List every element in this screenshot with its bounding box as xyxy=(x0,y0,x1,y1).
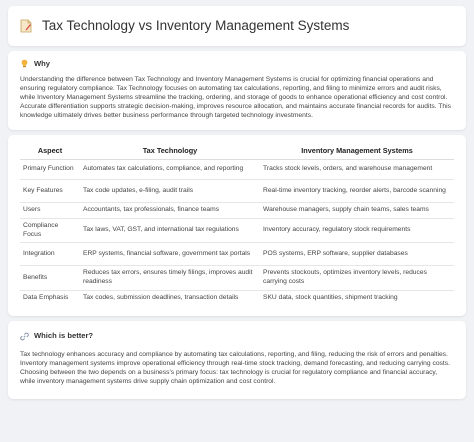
which-is-better-card xyxy=(8,321,466,398)
row-tax-technology: ERP systems, financial software, government tax portals xyxy=(80,243,260,266)
why-text: Understanding the difference between Tax Technology and Inventory Management Systems is crucial for optimizing financial operations and ensuring regulatory compliance. Tax Technology focuses on automating tax calculations, reporting, and filing to minimize errors and audit risks, while Inventory Management Systems streamline the tracking, ordering, and storage of goods to enhance operational efficiency and cost control. Accurate differentiation supports strategic decision-making, improves resource allocation, and maintains accurate financial records for audits. This knowledge ultimately drives better business performance through targeted technology investments. xyxy=(20,75,451,120)
row-aspect: Primary Function xyxy=(20,159,80,179)
row-inventory-management: Warehouse managers, supply chain teams, sales teams xyxy=(260,202,454,218)
row-aspect: Integration xyxy=(20,243,80,266)
header-tax-technology: Tax Technology xyxy=(80,143,260,159)
table-row xyxy=(20,266,454,290)
table-row xyxy=(20,159,454,179)
row-tax-technology: Automates tax calculations, compliance, and reporting xyxy=(80,159,260,179)
row-inventory-management: Real-time inventory tracking, reorder alerts, barcode scanning xyxy=(260,179,454,202)
row-aspect: Data Emphasis xyxy=(23,294,69,302)
why-card xyxy=(8,51,466,130)
table-row xyxy=(20,179,454,202)
table-row xyxy=(20,218,454,242)
row-inventory-management: Tracks stock levels, orders, and warehouse management xyxy=(260,159,454,179)
row-aspect: Compliance Focus xyxy=(20,218,80,242)
row-aspect: Key Features xyxy=(20,179,80,202)
why-title: Why xyxy=(34,59,51,68)
row-inventory-management: POS systems, ERP software, supplier databases xyxy=(260,243,454,266)
table-row xyxy=(20,202,454,218)
row-tax-technology: Reduces tax errors, ensures timely filings, improves audit readiness xyxy=(80,266,260,290)
page-title: Tax Technology vs Inventory Management Systems xyxy=(42,18,350,34)
why-heading xyxy=(20,59,454,69)
comparison-table xyxy=(20,143,454,306)
row-tax-technology: Tax codes, submission deadlines, transaction details xyxy=(83,294,239,302)
table-row xyxy=(20,243,454,266)
header-inventory-management: Inventory Management Systems xyxy=(260,143,454,159)
row-aspect: Benefits xyxy=(20,266,80,290)
row-tax-technology: Tax code updates, e-filing, audit trails xyxy=(80,179,260,202)
row-inventory-management: Prevents stockouts, optimizes inventory levels, reduces carrying costs xyxy=(260,266,454,290)
row-tax-technology: Accountants, tax professionals, finance teams xyxy=(80,202,260,218)
header-card xyxy=(8,6,466,46)
document-icon xyxy=(20,19,32,33)
table-header-row xyxy=(20,143,454,159)
link-icon xyxy=(20,332,29,341)
row-tax-technology: Tax laws, VAT, GST, and international tax regulations xyxy=(80,218,260,242)
better-heading xyxy=(20,331,454,341)
header-aspect: Aspect xyxy=(20,143,80,159)
comparison-table-card xyxy=(8,135,466,316)
better-text: Tax technology enhances accuracy and compliance by automating tax calculations, reporting, and filing, reducing the risk of errors and penalties. Inventory management systems improve operational efficiency through real-time stock tracking, demand forecasting, and reducing carrying costs. Choosing between the two depends on a business's primary focus: tax technology is crucial for regulatory compliance and financial accuracy, while inventory management systems drive supply chain optimization and cost control. xyxy=(20,351,450,386)
row-aspect: Users xyxy=(20,202,80,218)
table-row xyxy=(20,290,454,306)
row-inventory-management: SKU data, stock quantities, shipment tracking xyxy=(263,294,398,302)
lightbulb-icon xyxy=(20,59,29,68)
row-inventory-management: Inventory accuracy, regulatory stock requirements xyxy=(260,218,454,242)
better-title: Which is better? xyxy=(34,331,94,341)
